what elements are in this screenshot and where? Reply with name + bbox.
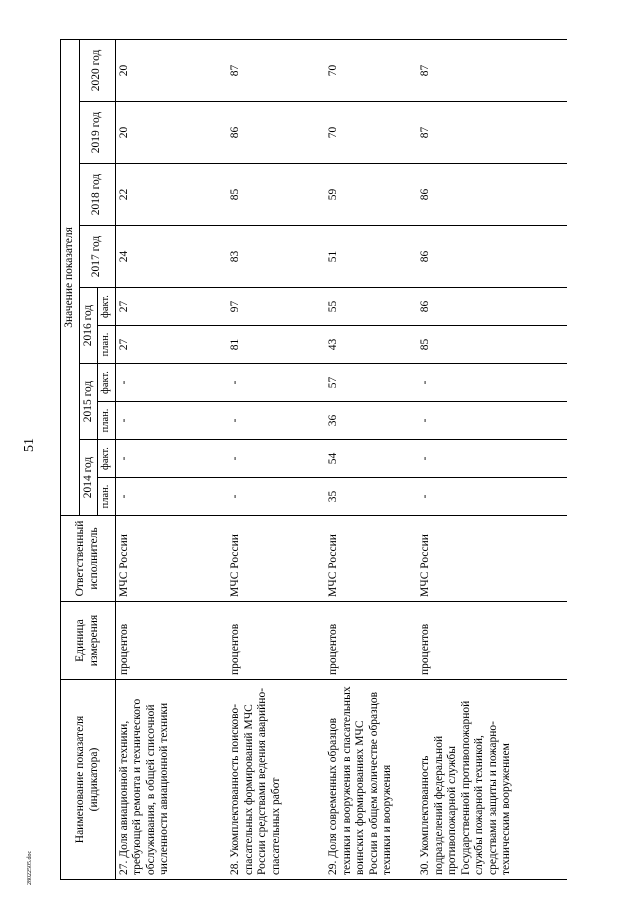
header-2015-fact: факт.	[98, 364, 115, 402]
header-2014-plan: план.	[98, 478, 115, 516]
header-year-2019: 2019 год	[79, 102, 115, 164]
row-unit: процентов	[325, 602, 417, 680]
cell-2017: 51	[325, 226, 417, 288]
indicator-table-wrapper	[60, 40, 620, 880]
table-body	[115, 39, 567, 879]
cell-2014-plan: -	[227, 478, 325, 516]
cell-2015-plan: -	[417, 402, 567, 440]
cell-2017: 86	[417, 226, 567, 288]
header-name: Наименование показателя (индикатора)	[61, 680, 116, 880]
page-number: 51	[22, 438, 37, 452]
cell-2020: 70	[325, 39, 417, 101]
table-row	[227, 39, 325, 879]
cell-2018: 22	[115, 164, 227, 226]
cell-2015-fact: -	[227, 364, 325, 402]
cell-2015-fact: -	[417, 364, 567, 402]
row-name: 28. Укомплектованность поисково-спасательных формирований МЧС России средствами ведения аварийно-спасательных работ	[227, 680, 325, 880]
header-2016-plan: план.	[98, 326, 115, 364]
cell-2014-fact: -	[115, 440, 227, 478]
row-executor: МЧС России	[115, 516, 227, 602]
header-2016-fact: факт.	[98, 288, 115, 326]
cell-2016-fact: 86	[417, 288, 567, 326]
cell-2019: 86	[227, 102, 325, 164]
header-unit: Единица измерения	[61, 602, 116, 680]
cell-2014-plan: -	[417, 478, 567, 516]
cell-2015-plan: -	[227, 402, 325, 440]
rotated-table-area	[60, 40, 620, 880]
cell-2018: 86	[417, 164, 567, 226]
cell-2019: 20	[115, 102, 227, 164]
cell-2014-plan: -	[115, 478, 227, 516]
header-year-2015: 2015 год	[79, 364, 98, 440]
cell-2017: 83	[227, 226, 325, 288]
cell-2016-plan: 27	[115, 326, 227, 364]
header-executor: Ответственный исполнитель	[61, 516, 116, 602]
table-row	[115, 39, 227, 879]
table-row	[325, 39, 417, 879]
row-name: 30. Укомплектованность подразделений федеральной противопожарной службы Государственной противопожарной службы пожарной техникой, средствами защиты и пожарно-техническим вооружением	[417, 680, 567, 880]
cell-2015-plan: -	[115, 402, 227, 440]
header-year-2016: 2016 год	[79, 288, 98, 364]
cell-2014-fact: -	[227, 440, 325, 478]
row-executor: МЧС России	[325, 516, 417, 602]
cell-2017: 24	[115, 226, 227, 288]
header-year-2020: 2020 год	[79, 39, 115, 101]
row-name: 27. Доля авиационной техники, требующей ремонта и технического обслуживания, в общей списочной численности авиационной техники	[115, 680, 227, 880]
cell-2016-plan: 43	[325, 326, 417, 364]
row-name: 29. Доля современных образцов техники и вооружения в спасательных воинских формированиях МЧС России в общем количестве образцов техники и вооружения	[325, 680, 417, 880]
header-year-2018: 2018 год	[79, 164, 115, 226]
row-unit: процентов	[227, 602, 325, 680]
cell-2020: 87	[227, 39, 325, 101]
indicator-table	[60, 39, 567, 880]
document-code: 28022505.doc	[27, 850, 33, 885]
row-executor: МЧС России	[227, 516, 325, 602]
cell-2016-plan: 81	[227, 326, 325, 364]
cell-2014-plan: 35	[325, 478, 417, 516]
row-executor: МЧС России	[417, 516, 567, 602]
cell-2016-plan: 85	[417, 326, 567, 364]
row-unit: процентов	[115, 602, 227, 680]
cell-2019: 87	[417, 102, 567, 164]
cell-2020: 20	[115, 39, 227, 101]
table-header	[61, 39, 116, 879]
cell-2015-fact: -	[115, 364, 227, 402]
row-unit: процентов	[417, 602, 567, 680]
cell-2019: 70	[325, 102, 417, 164]
cell-2016-fact: 55	[325, 288, 417, 326]
table-row	[417, 39, 567, 879]
cell-2016-fact: 97	[227, 288, 325, 326]
header-2014-fact: факт.	[98, 440, 115, 478]
cell-2014-fact: 54	[325, 440, 417, 478]
cell-2015-plan: 36	[325, 402, 417, 440]
cell-2015-fact: 57	[325, 364, 417, 402]
header-2015-plan: план.	[98, 402, 115, 440]
cell-2020: 87	[417, 39, 567, 101]
cell-2018: 59	[325, 164, 417, 226]
cell-2014-fact: -	[417, 440, 567, 478]
header-year-2017: 2017 год	[79, 226, 115, 288]
header-year-2014: 2014 год	[79, 440, 98, 516]
cell-2018: 85	[227, 164, 325, 226]
header-value-group: Значение показателя	[61, 39, 80, 515]
cell-2016-fact: 27	[115, 288, 227, 326]
